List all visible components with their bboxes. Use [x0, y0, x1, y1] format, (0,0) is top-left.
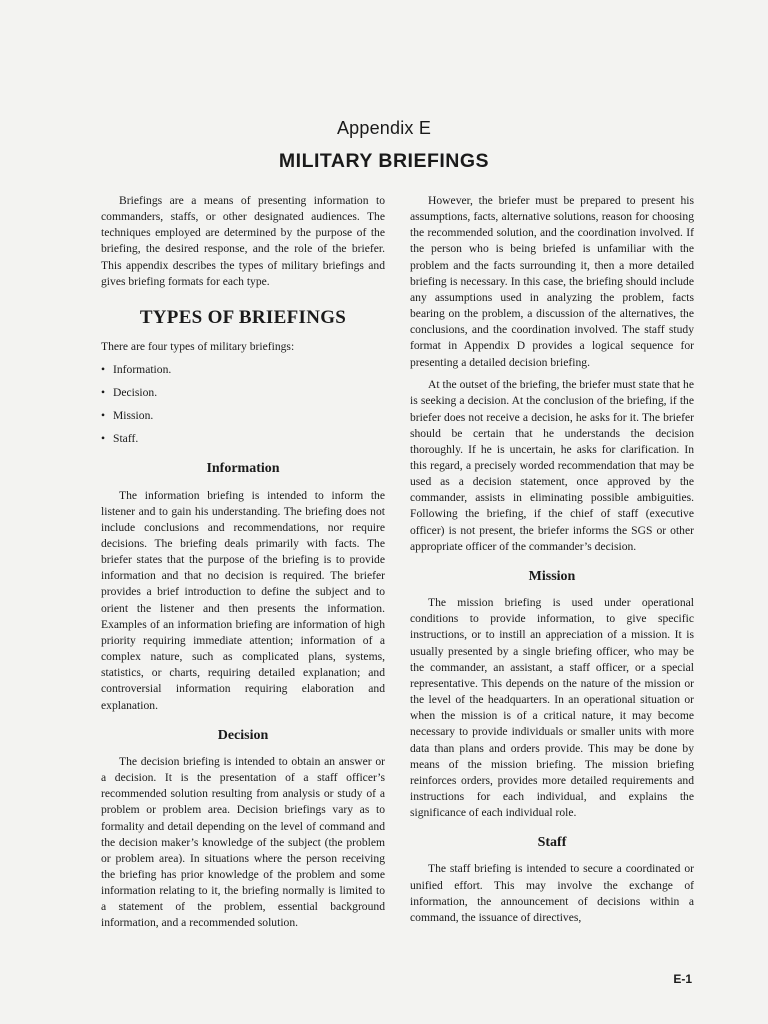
- page-number: E-1: [673, 972, 692, 986]
- information-heading: Information: [206, 461, 280, 477]
- types-of-briefings-heading: TYPES OF BRIEFINGS: [139, 306, 347, 328]
- briefing-types-list: [101, 362, 385, 448]
- list-item: • Staff.: [101, 432, 139, 446]
- decision-heading: Decision: [217, 727, 269, 743]
- page-title: MILITARY BRIEFINGS: [278, 150, 490, 172]
- decision-paragraph: The decision briefing is intended to obtain an answer or a decision. It is the presentation of a staff officer’s recommended solution resulting from analysis or study of a problem or problem area. Decision briefings vary as to formality and detail depending on the level of command and the decision maker’s knowledge of the subject (the problem or problem area). In situations where the person receiving the briefing has prior knowledge of the problem and some information relating to it, the briefing normally is limited to a statement of the problem, essential background information, and a recommended solution.: [101, 754, 385, 930]
- mission-heading: Mission: [528, 568, 576, 584]
- staff-heading: Staff: [537, 835, 567, 851]
- decision-continued-paragraph: However, the briefer must be prepared to present his assumptions, facts, alternative solutions, reason for choosing the recommended solution, and the coordination involved. If the person who is being briefed is unfamiliar with the problem and the facts surrounding it, then a more detailed briefing is necessary. In this case, the briefing should include any assumptions used in analyzing the problem, facts bearing on the problem, a discussion of the alternatives, the conclusions, and the coordination involved. The staff study format in Appendix D provides a logical sequence for presenting a detailed decision briefing.: [410, 194, 694, 369]
- types-intro: There are four types of military briefings:: [101, 340, 295, 354]
- information-paragraph: The information briefing is intended to inform the listener and to gain his understanding. The briefing does not include conclusions and recommendations, nor require decisions. The briefing deals primarily with facts. The briefer states that the purpose of the briefing is to provide information and that no decision is required. The briefer provides a brief introduction to define the subject and to orient the listener and then presents the information. Examples of an information briefing are information of high priority requiring immediate attention; information of a complex nature, such as complicated plans, systems, statistics, or charts, requiring detailed explanation; and controversial information requiring elaboration and explanation.: [101, 488, 385, 712]
- appendix-label: Appendix E: [336, 118, 432, 138]
- list-item: • Mission.: [101, 409, 154, 423]
- list-item: • Decision.: [101, 385, 158, 399]
- intro-paragraph: Briefings are a means of presenting information to commanders, staffs, or other designated audiences. The techniques employed are determined by the purpose of the briefing, the desired response, and the role of the briefer. This appendix describes the types of military briefings and gives briefing formats for each type.: [101, 194, 385, 288]
- mission-paragraph: The mission briefing is used under operational conditions to provide information, to give specific instructions, or to instill an appreciation of a mission. It is usually presented by a single briefing officer, who may be the commander, an assistant, a staff officer, or a special representative. This depends on the nature of the mission or the level of the headquarters. In an operational situation or when the mission is of a critical nature, it may become necessary to provide individuals or smaller units with more data than plans and orders provide. This may be done by means of the mission briefing. The mission briefing reinforces orders, provides more detailed requirements and instructions for each individual, and explains the significance of each individual role.: [410, 596, 694, 820]
- right-column: [410, 193, 694, 933]
- left-column: [101, 193, 385, 938]
- list-item: • Information.: [101, 362, 172, 376]
- decision-outset-paragraph: At the outset of the briefing, the briefer must state that he is seeking a decision. At the conclusion of the briefing, if the briefer does not receive a decision, he asks for it. The briefer should be certain that he understands the decision thoroughly. If he is uncertain, he asks for clarification. In this regard, a precisely worded recommendation that may be used as a decision statement, once approved by the commander, assists in eliminating possible ambiguities. Following the briefing, if the chief of staff (executive officer) is not present, the briefer informs the SGS or other appropriate officer of the commander’s decision.: [410, 378, 694, 553]
- staff-paragraph: The staff briefing is intended to secure a coordinated or unified effort. This may involve the exchange of information, the announcement of decisions within a command, the issuance of directives,: [410, 862, 694, 924]
